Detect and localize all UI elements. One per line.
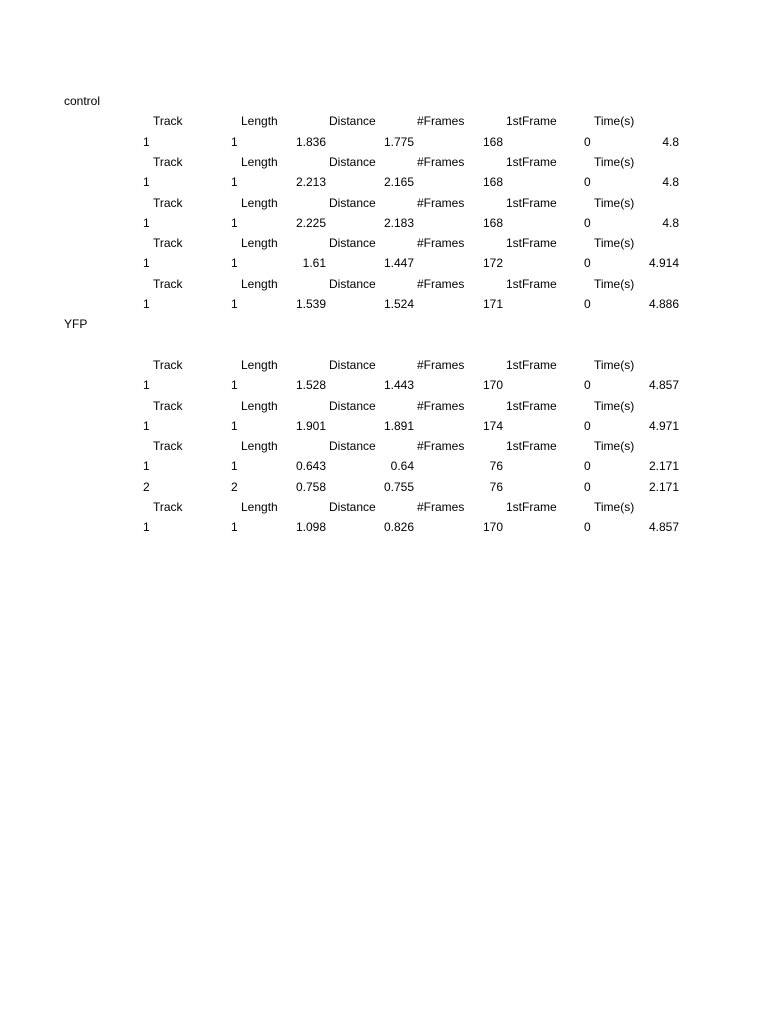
data-cell: 0 bbox=[584, 418, 591, 433]
column-header: 1stFrame bbox=[506, 276, 557, 291]
data-cell: 0 bbox=[584, 134, 591, 149]
data-cell: 171 bbox=[482, 297, 503, 311]
column-header: Time(s) bbox=[594, 357, 635, 372]
data-cell: 0 bbox=[584, 175, 591, 190]
data-cell: 1.539 bbox=[295, 297, 326, 311]
column-header: Track bbox=[153, 114, 183, 129]
column-header: Time(s) bbox=[594, 236, 635, 251]
column-header: Distance bbox=[329, 114, 376, 129]
column-header: Track bbox=[153, 398, 183, 413]
data-cell: 1.098 bbox=[295, 520, 326, 535]
data-cell: 1 bbox=[143, 520, 150, 535]
data-cell: 168 bbox=[482, 215, 503, 230]
data-cell: 1.447 bbox=[383, 256, 414, 271]
data-cell: 76 bbox=[489, 479, 503, 494]
data-cell: 0 bbox=[584, 479, 591, 494]
data-cell: 2 bbox=[231, 479, 238, 494]
data-cell: 1.901 bbox=[295, 418, 326, 433]
column-header: Length bbox=[241, 195, 278, 210]
data-cell: 4.857 bbox=[648, 378, 679, 393]
data-cell: 2.183 bbox=[383, 215, 414, 230]
data-cell: 4.886 bbox=[648, 297, 679, 311]
data-cell: 2.225 bbox=[295, 215, 326, 230]
column-header: 1stFrame bbox=[506, 195, 557, 210]
data-cell: 0 bbox=[584, 459, 591, 474]
column-header: #Frames bbox=[417, 236, 465, 251]
data-cell: 172 bbox=[482, 256, 503, 271]
data-cell: 2.171 bbox=[648, 479, 679, 494]
column-header: Time(s) bbox=[594, 500, 635, 514]
data-cell: 0.758 bbox=[295, 479, 326, 494]
column-header: Length bbox=[241, 500, 278, 514]
data-cell: 4.914 bbox=[648, 256, 679, 271]
data-cell: 2.171 bbox=[648, 459, 679, 474]
column-header: #Frames bbox=[417, 439, 465, 454]
data-cell: 174 bbox=[482, 418, 503, 433]
data-cell: 76 bbox=[489, 459, 503, 474]
group-label: control bbox=[64, 94, 101, 108]
data-cell: 2.213 bbox=[295, 175, 326, 190]
data-cell: 1 bbox=[143, 134, 150, 149]
column-header: 1stFrame bbox=[506, 154, 557, 169]
column-header: 1stFrame bbox=[506, 236, 557, 251]
data-cell: 1 bbox=[143, 215, 150, 230]
column-header: Length bbox=[241, 357, 278, 372]
data-cell: 2.165 bbox=[383, 175, 414, 190]
data-cell: 1 bbox=[143, 418, 150, 433]
data-cell: 1 bbox=[231, 418, 238, 433]
data-cell: 0 bbox=[584, 378, 591, 393]
data-cell: 1 bbox=[231, 134, 238, 149]
data-cell: 1 bbox=[143, 459, 150, 474]
column-header: Distance bbox=[329, 357, 376, 372]
data-cell: 4.8 bbox=[662, 215, 679, 230]
column-header: #Frames bbox=[417, 500, 465, 514]
data-cell: 170 bbox=[482, 520, 503, 535]
data-cell: 1.443 bbox=[383, 378, 414, 393]
column-header: Time(s) bbox=[594, 154, 635, 169]
column-header: Time(s) bbox=[594, 398, 635, 413]
data-cell: 1 bbox=[231, 297, 238, 311]
column-header: Time(s) bbox=[594, 276, 635, 291]
data-cell: 1 bbox=[143, 175, 150, 190]
column-header: Track bbox=[153, 195, 183, 210]
column-header: Distance bbox=[329, 439, 376, 454]
data-cell: 0 bbox=[584, 215, 591, 230]
column-header: Distance bbox=[329, 276, 376, 291]
data-cell: 4.857 bbox=[648, 520, 679, 535]
data-cell: 1 bbox=[231, 256, 238, 271]
column-header: Length bbox=[241, 439, 278, 454]
column-header: 1stFrame bbox=[506, 114, 557, 129]
data-cell: 1 bbox=[143, 297, 150, 311]
data-cell: 0.64 bbox=[390, 459, 414, 474]
column-header: Length bbox=[241, 236, 278, 251]
data-cell: 168 bbox=[482, 175, 503, 190]
column-header: Distance bbox=[329, 236, 376, 251]
column-header: 1stFrame bbox=[506, 357, 557, 372]
column-header: Track bbox=[153, 500, 183, 514]
data-cell: 0 bbox=[584, 520, 591, 535]
data-cell: 1 bbox=[231, 378, 238, 393]
data-cell: 0.755 bbox=[383, 479, 414, 494]
column-header: Length bbox=[241, 276, 278, 291]
data-cell: 1.61 bbox=[302, 256, 326, 271]
data-cell: 1.524 bbox=[383, 297, 414, 311]
data-cell: 4.971 bbox=[648, 418, 679, 433]
column-header: Track bbox=[153, 236, 183, 251]
data-cell: 1.836 bbox=[295, 134, 326, 149]
data-cell: 0 bbox=[584, 297, 591, 311]
column-header: Track bbox=[153, 357, 183, 372]
data-cell: 170 bbox=[482, 378, 503, 393]
column-header: #Frames bbox=[417, 276, 465, 291]
column-header: Track bbox=[153, 439, 183, 454]
data-cell: 1.775 bbox=[383, 134, 414, 149]
column-header: Length bbox=[241, 154, 278, 169]
column-header: #Frames bbox=[417, 357, 465, 372]
column-header: Time(s) bbox=[594, 195, 635, 210]
data-cell: 1 bbox=[143, 256, 150, 271]
data-cell: 2 bbox=[143, 479, 150, 494]
data-cell: 0 bbox=[584, 256, 591, 271]
data-cell: 168 bbox=[482, 134, 503, 149]
data-cell: 1.891 bbox=[383, 418, 414, 433]
data-cell: 1 bbox=[231, 459, 238, 474]
data-cell: 4.8 bbox=[662, 175, 679, 190]
group-label: YFP bbox=[64, 317, 88, 332]
data-cell: 1.528 bbox=[295, 378, 326, 393]
column-header: Distance bbox=[329, 500, 376, 514]
column-header: Track bbox=[153, 154, 183, 169]
column-header: 1stFrame bbox=[506, 398, 557, 413]
column-header: #Frames bbox=[417, 398, 465, 413]
data-cell: 1 bbox=[231, 175, 238, 190]
data-cell: 1 bbox=[231, 215, 238, 230]
column-header: Distance bbox=[329, 195, 376, 210]
column-header: 1stFrame bbox=[506, 439, 557, 454]
data-cell: 1 bbox=[231, 520, 238, 535]
column-header: Time(s) bbox=[594, 439, 635, 454]
column-header: Time(s) bbox=[594, 114, 635, 129]
data-cell: 0.643 bbox=[295, 459, 326, 474]
column-header: #Frames bbox=[417, 154, 465, 169]
data-cell: 1 bbox=[143, 378, 150, 393]
column-header: Distance bbox=[329, 154, 376, 169]
column-header: 1stFrame bbox=[506, 500, 557, 514]
column-header: Track bbox=[153, 276, 183, 291]
column-header: Length bbox=[241, 114, 278, 129]
data-cell: 4.8 bbox=[662, 134, 679, 149]
column-header: Length bbox=[241, 398, 278, 413]
column-header: #Frames bbox=[417, 114, 465, 129]
data-cell: 0.826 bbox=[383, 520, 414, 535]
column-header: Distance bbox=[329, 398, 376, 413]
column-header: #Frames bbox=[417, 195, 465, 210]
